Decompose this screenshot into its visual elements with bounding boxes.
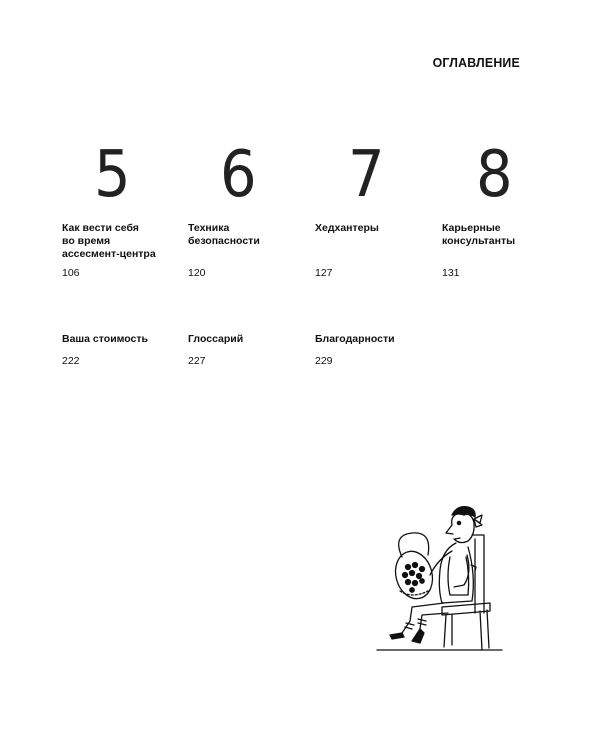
chapter-5-page: 106 <box>62 267 80 279</box>
extra-thanks-title[interactable]: Благодарности <box>315 333 395 345</box>
chapter-6-page: 120 <box>188 267 206 279</box>
extra-thanks-page: 229 <box>315 355 333 367</box>
chapter-8-title[interactable]: Карьерные консультанты <box>442 222 516 247</box>
chapter-6-title[interactable]: Техника безопасности <box>188 222 260 247</box>
chapter-8-page: 131 <box>442 267 460 279</box>
seated-woman-with-basket-illustration <box>372 495 522 655</box>
page-heading: ОГЛАВЛЕНИЕ <box>432 55 520 70</box>
extra-glossary-title[interactable]: Глоссарий <box>188 333 244 345</box>
chapter-6-number: 6 <box>220 138 257 212</box>
chapter-7-title[interactable]: Хедхантеры <box>315 222 379 234</box>
chapter-5-number: 5 <box>94 138 131 212</box>
chapter-7-number: 7 <box>348 138 385 212</box>
chapter-8-number: 8 <box>476 138 513 212</box>
chapter-7-page: 127 <box>315 267 333 279</box>
extra-glossary-page: 227 <box>188 355 206 367</box>
chapter-5-title[interactable]: Как вести себя во время ассесмент-центра <box>62 222 156 260</box>
extra-cost-title[interactable]: Ваша стоимость <box>62 333 148 345</box>
extra-cost-page: 222 <box>62 355 80 367</box>
